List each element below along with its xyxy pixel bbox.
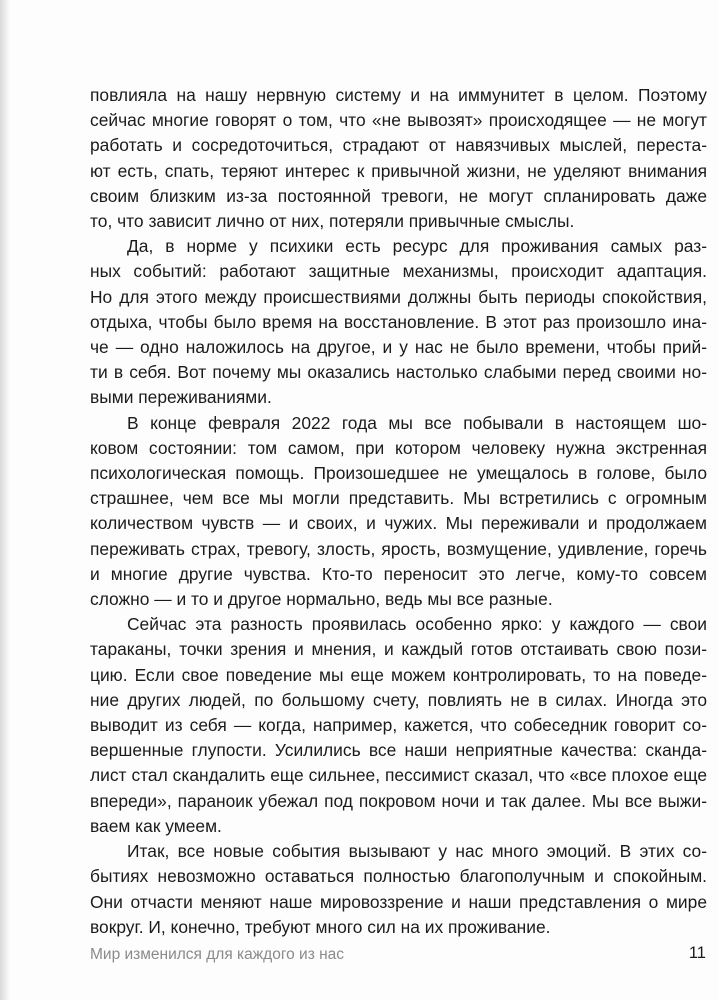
text-line: ных событий: работают защитные механизмы, происходит адаптация. [90, 261, 707, 282]
text-line: страшнее, чем все мы могли представить. Мы встретились с огромным [90, 488, 707, 509]
text-line: выводит из себя — когда, например, кажется, что собеседник говорит со- [90, 715, 707, 736]
text-line: В конце февраля 2022 года мы все побывали в настоящем шо- [127, 412, 707, 433]
page-edge-shadow [0, 0, 10, 1000]
paragraph [90, 234, 707, 410]
text-line: переживать страх, тревогу, злость, ярость, возмущение, удивление, горечь [90, 538, 707, 559]
body-text [90, 83, 707, 940]
running-footer-title: Мир изменился для каждого из нас [90, 946, 345, 963]
text-line: своим близким из-за постоянной тревоги, не могут спланировать даже [90, 185, 707, 206]
text-line: ваем как умеем. [90, 815, 222, 836]
text-line: отдыха, чтобы было время на восстановление. В этот раз произошло ина- [90, 311, 707, 332]
text-line: ют есть, спать, теряют интерес к привычной жизни, не уделяют внимания [90, 160, 707, 181]
text-line: выми переживаниями. [90, 387, 272, 408]
text-line: бытиях невозможно оставаться полностью благополучным и спокойным. [90, 866, 707, 887]
text-line: количеством чувств — и своих, и чужих. Мы переживали и продолжаем [90, 513, 707, 534]
text-line: Сейчас эта разность проявилась особенно ярко: у каждого — свои [127, 614, 707, 635]
paragraph [90, 83, 707, 234]
text-line: тараканы, точки зрения и мнения, и каждый готов отстаивать свою пози- [90, 639, 707, 660]
text-line: вокруг. И, конечно, требуют много сил на их проживание. [90, 916, 551, 937]
paragraph [90, 612, 707, 839]
page-number: 11 [688, 944, 706, 962]
text-line: сложно — и то и другое нормально, ведь мы все разные. [90, 589, 553, 610]
text-line: ти в себя. Вот почему мы оказались настолько слабыми перед своими но- [90, 362, 707, 383]
text-line: то, что зависит лично от них, потеряли привычные смыслы. [90, 211, 575, 232]
text-line: лист стал скандалить еще сильнее, пессимист сказал, что «все плохое еще [90, 765, 707, 786]
paragraph [90, 839, 707, 940]
text-line: Но для этого между происшествиями должны быть периоды спокойствия, [90, 286, 707, 307]
text-line: ние других людей, по большому счету, повлиять не в силах. Иногда это [90, 689, 707, 710]
text-line: впереди», параноик убежал под покровом ночи и так далее. Мы все выжи- [90, 790, 707, 811]
text-line: работать и сосредоточиться, страдают от навязчивых мыслей, переста- [90, 135, 707, 156]
text-line: и многие другие чувства. Кто-то переносит это легче, кому-то совсем [90, 563, 707, 584]
text-line: Итак, все новые события вызывают у нас много эмоций. В этих со- [127, 841, 707, 862]
text-line: цию. Если свое поведение мы еще можем контролировать, то на поведе- [90, 664, 707, 685]
text-line: ковом состоянии: том самом, при котором человеку нужна экстренная [90, 437, 707, 458]
text-line: че — одно наложилось на другое, и у нас не было времени, чтобы прий- [90, 337, 707, 358]
text-line: сейчас многие говорят о том, что «не вывозят» происходящее — не могут [90, 110, 707, 131]
paragraph [90, 411, 707, 613]
text-line: Да, в норме у психики есть ресурс для проживания самых раз- [127, 236, 707, 257]
text-line: Они отчасти меняют наше мировоззрение и наши представления о мире [90, 891, 707, 912]
text-line: вершенные глупости. Усилились все наши неприятные качества: сканда- [90, 740, 707, 761]
text-line: повлияла на нашу нервную систему и на иммунитет в целом. Поэтому [90, 85, 707, 105]
text-line: психологическая помощь. Произошедшее не умещалось в голове, было [90, 463, 707, 484]
